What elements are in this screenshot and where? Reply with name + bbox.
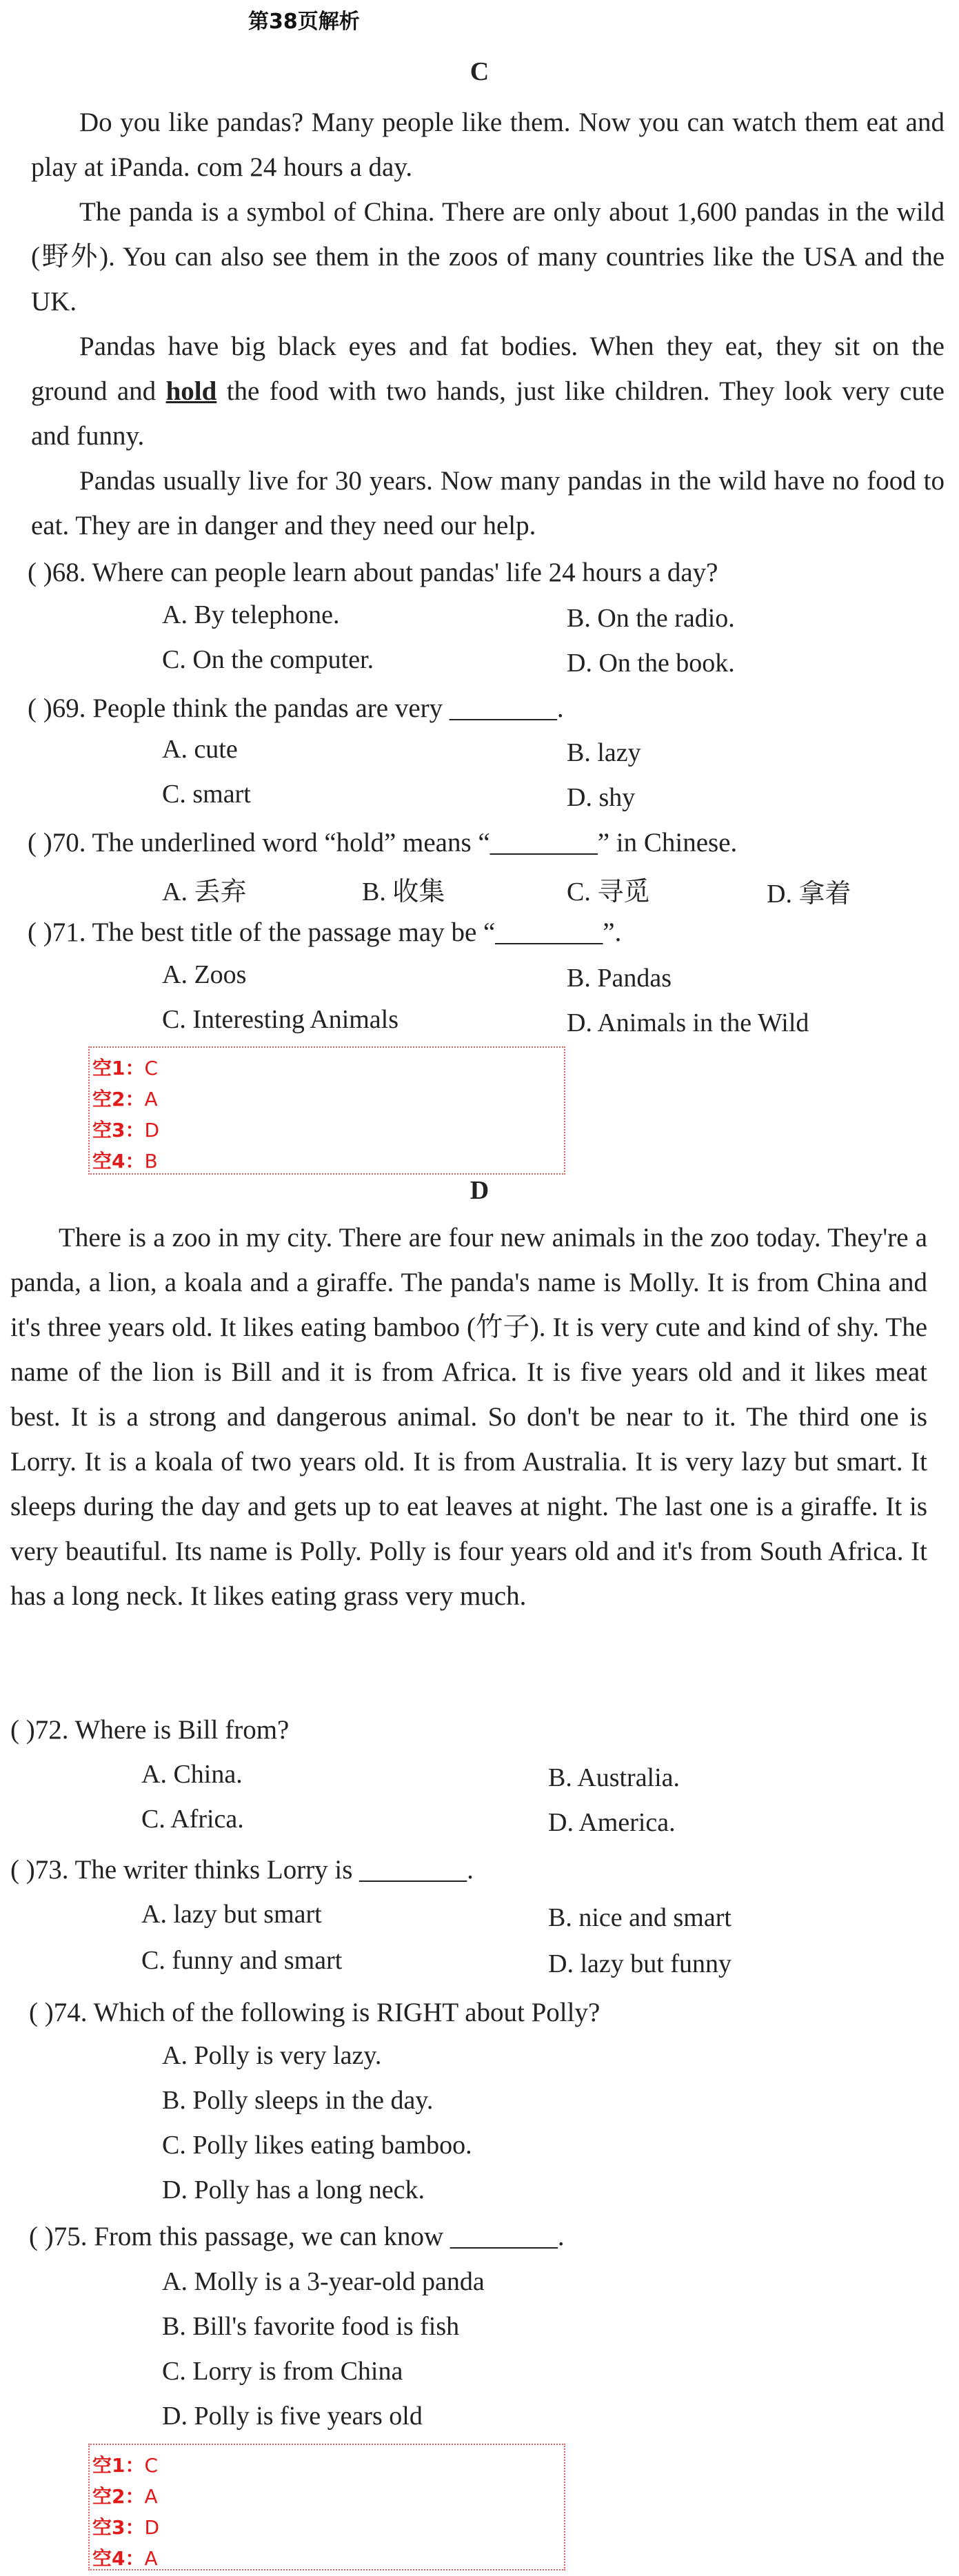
passage-c-para3 (31, 324, 945, 458)
answer-row (92, 2482, 158, 2509)
passage-c-para2-text: The panda is a symbol of China. There are only about 1,600 pandas in the wild (野外). You can also see them in the zoos of many countries like the USA and the UK. (31, 197, 945, 316)
q69-option-d: D. shy (567, 783, 636, 812)
q75-option-a: A. Molly is a 3-year-old panda (162, 2267, 485, 2296)
q70-option-c: C. 寻觅 (567, 878, 650, 906)
q69-option-a: A. cute (162, 735, 238, 764)
answer-label: 空2： (92, 2485, 145, 2508)
section-title-c: C (470, 57, 489, 86)
q71-option-d: D. Animals in the Wild (567, 1008, 809, 1037)
page-label: 第38页解析 (248, 10, 360, 34)
q70-option-d: D. 拿着 (767, 880, 851, 909)
question-69: ( )69. People think the pandas are very ________. (28, 693, 564, 723)
question-75: ( )75. From this passage, we can know ________. (29, 2222, 565, 2251)
answer-row (92, 2544, 158, 2571)
answer-row (92, 2513, 159, 2540)
answer-label: 空3： (92, 2516, 145, 2539)
answer-value: A (144, 2485, 158, 2508)
answer-row (92, 1084, 158, 1112)
passage-c-para1 (31, 100, 945, 190)
question-74: ( )74. Which of the following is RIGHT about Polly? (29, 1998, 600, 2027)
q68-option-b: B. On the radio. (567, 604, 735, 633)
q75-option-b: B. Bill's favorite food is fish (162, 2312, 460, 2341)
q68-option-a: A. By telephone. (162, 600, 340, 629)
answer-value: A (144, 1088, 158, 1110)
q68-option-d: D. On the book. (567, 649, 735, 678)
q68-option-c: C. On the computer. (162, 645, 374, 674)
answer-value: D (144, 2516, 160, 2539)
answer-label: 空2： (92, 1088, 145, 1110)
answer-value: C (144, 1057, 159, 1079)
answer-value: B (144, 1150, 158, 1173)
answer-value: D (144, 1119, 160, 1142)
answer-label: 空4： (92, 2547, 145, 2570)
q75-option-c: C. Lorry is from China (162, 2357, 403, 2386)
answer-box-d (88, 2444, 565, 2570)
answer-label: 空1： (92, 2454, 145, 2477)
answer-row (92, 2451, 158, 2478)
q69-option-c: C. smart (162, 780, 251, 809)
q72-option-b: B. Australia. (548, 1763, 680, 1792)
q74-option-d: D. Polly has a long neck. (162, 2176, 425, 2204)
answer-value: A (144, 2547, 158, 2570)
q73-option-b: B. nice and smart (548, 1903, 731, 1932)
question-70: ( )70. The underlined word “hold” means “________” in Chinese. (28, 828, 738, 858)
q75-option-d: D. Polly is five years old (162, 2402, 423, 2431)
answer-row (92, 1115, 159, 1143)
passage-c-para2 (31, 190, 945, 324)
q73-option-a: A. lazy but smart (141, 1900, 322, 1929)
answer-label: 空3： (92, 1119, 145, 1142)
q74-option-b: B. Polly sleeps in the day. (162, 2086, 434, 2115)
q71-option-c: C. Interesting Animals (162, 1005, 399, 1034)
q69-option-b: B. lazy (567, 738, 641, 767)
q72-option-a: A. China. (141, 1760, 243, 1789)
section-title-d: D (470, 1176, 489, 1205)
answer-row (92, 1146, 158, 1174)
q72-option-d: D. America. (548, 1808, 676, 1837)
answer-label: 空4： (92, 1150, 145, 1173)
passage-c-para3-text-b: the food with two hands, just like children. They look very cute and funny. (31, 376, 945, 451)
answer-row (92, 1053, 158, 1081)
underlined-word-hold: hold (165, 376, 217, 406)
q74-option-c: C. Polly likes eating bamboo. (162, 2131, 472, 2160)
q71-option-b: B. Pandas (567, 964, 672, 993)
question-73: ( )73. The writer thinks Lorry is ________. (10, 1855, 474, 1885)
answer-label: 空1： (92, 1057, 145, 1079)
question-71: ( )71. The best title of the passage may be “________”. (28, 917, 622, 947)
q70-option-b: B. 收集 (362, 878, 445, 906)
passage-c-para3-text-a: Pandas have big black eyes and fat bodies. When they eat, they sit on the ground and (31, 332, 945, 406)
answer-value: C (144, 2454, 159, 2477)
passage-c-para4-text: Pandas usually live for 30 years. Now many pandas in the wild have no food to eat. They are in danger and they need our help. (31, 466, 945, 540)
passage-d-text: There is a zoo in my city. There are four new animals in the zoo today. They're a panda, a lion, a koala and a giraffe. The panda's name is Molly. It is from China and it's three years old. It likes eating bamboo (竹子). It is very cute and kind of shy. The name of the lion is Bill and it is from Africa. It is five years old and it likes meat best. It is a strong and dangerous animal. So don't be near to it. The third one is Lorry. It is a koala of two years old. It is from Australia. It is very lazy but smart. It sleeps during the day and gets up to eat leaves at night. The last one is a giraffe. It is very beautiful. Its name is Polly. Polly is four years old and it's from South Africa. It has a long neck. It likes eating grass very much. (10, 1223, 927, 1611)
q73-option-c: C. funny and smart (141, 1946, 343, 1975)
question-68: ( )68. Where can people learn about pandas' life 24 hours a day? (28, 558, 718, 587)
passage-c-para4 (31, 458, 945, 548)
q74-option-a: A. Polly is very lazy. (162, 2041, 382, 2070)
passage-d (10, 1215, 927, 1619)
q71-option-a: A. Zoos (162, 960, 247, 989)
q72-option-c: C. Africa. (141, 1805, 244, 1834)
question-72: ( )72. Where is Bill from? (10, 1715, 290, 1745)
passage-c-para1-text: Do you like pandas? Many people like them. Now you can watch them eat and play at iPanda. com 24 hours a day. (31, 108, 945, 182)
q70-option-a: A. 丢弃 (162, 878, 247, 906)
q73-option-d: D. lazy but funny (548, 1949, 731, 1978)
answer-box-c (88, 1046, 565, 1175)
